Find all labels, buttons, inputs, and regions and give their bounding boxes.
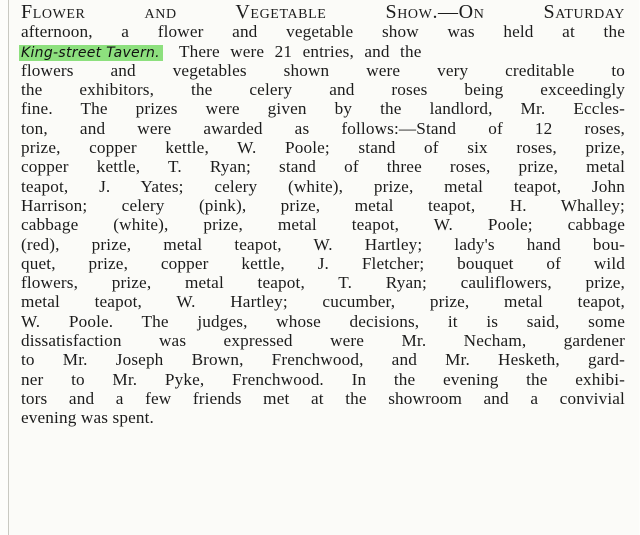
article-line-text: There were 21 entries, and the xyxy=(178,41,422,61)
article-line: flowers, prize, metal teapot, T. Ryan; cauliflowers, prize, xyxy=(21,273,625,293)
article-line-with-highlight xyxy=(21,42,625,61)
article-line: quet, prize, copper kettle, J. Fletcher; bouquet of wild xyxy=(21,253,625,273)
article-line: ner to Mr. Pyke, Frenchwood. In the evening the exhibi- xyxy=(21,369,625,389)
article-line: copper kettle, T. Ryan; stand of three roses, prize, metal xyxy=(21,157,625,177)
article-line: ton, and were awarded as follows:—Stand of 12 roses, xyxy=(21,118,625,138)
article-line: teapot, J. Yates; celery (white), prize, metal teapot, John xyxy=(21,176,625,196)
article-line: cabbage (white), prize, metal teapot, W. Poole; cabbage xyxy=(21,215,625,235)
newspaper-clipping xyxy=(8,0,639,535)
article-line: afternoon, a flower and vegetable show was held at the xyxy=(21,22,625,42)
highlighted-place-name: King-street Tavern. xyxy=(19,45,163,61)
article-line-final: evening was spent. xyxy=(21,408,155,428)
article-line: metal teapot, W. Hartley; cucumber, prize, metal teapot, xyxy=(21,292,625,312)
article-line: to Mr. Joseph Brown, Frenchwood, and Mr. Hesketh, gard- xyxy=(21,350,625,370)
article-line: fine. The prizes were given by the landlord, Mr. Eccles- xyxy=(21,99,625,119)
article-line: dissatisfaction was expressed were Mr. Necham, gardener xyxy=(21,331,625,351)
article-line: Harrison; celery (pink), prize, metal teapot, H. Whalley; xyxy=(21,195,625,215)
article-line: the exhibitors, the celery and roses being exceedingly xyxy=(21,80,625,100)
article-line: tors and a few friends met at the showroom and a convivial xyxy=(21,388,625,408)
article-body xyxy=(21,3,625,428)
article-headline: Flower and Vegetable Show.—On Saturday xyxy=(21,1,625,23)
article-line: flowers and vegetables shown were very creditable to xyxy=(21,60,625,80)
article-line: prize, copper kettle, W. Poole; stand of six roses, prize, xyxy=(21,138,625,158)
article-line: (red), prize, metal teapot, W. Hartley; lady's hand bou- xyxy=(21,234,625,254)
article-line: W. Poole. The judges, whose decisions, it is said, some xyxy=(21,311,625,331)
